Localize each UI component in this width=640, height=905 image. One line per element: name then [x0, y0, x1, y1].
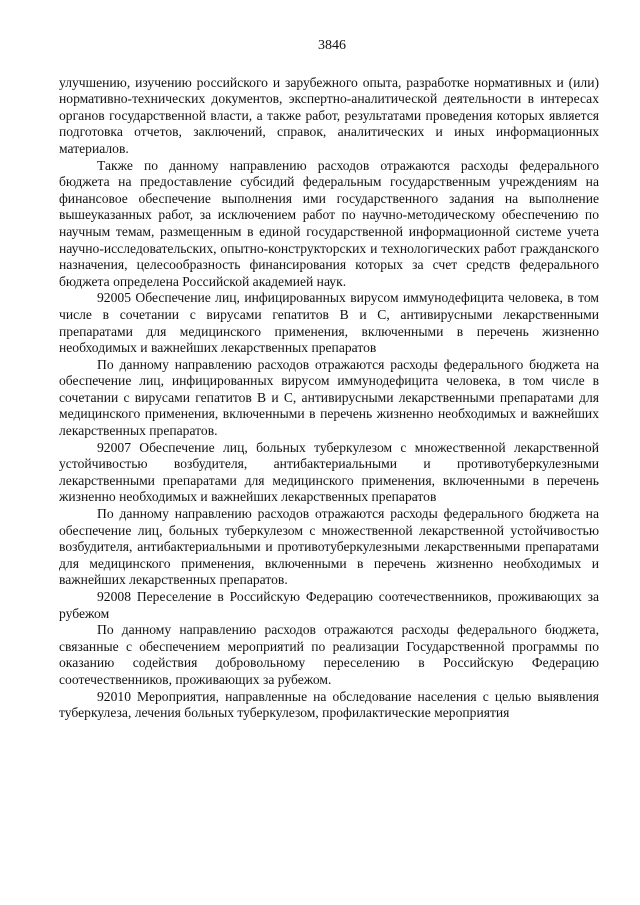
section-heading-92007: 92007 Обеспечение лиц, больных туберкулезом с множественной лекарственной устойчивостью возбудителя, антибактериальными и противотуберкулезными лекарственными препаратами для медицинского применения, включенными в перечень жизненно необходимых и важнейших лекарственных препаратов: [59, 439, 599, 505]
section-heading-92005: 92005 Обеспечение лиц, инфицированных вирусом иммунодефицита человека, в том числе в сочетании с вирусами гепатитов B и C, антивирусными лекарственными препаратами для медицинского применения, включенными в перечень жизненно необходимых и важнейших лекарственных препаратов: [59, 290, 599, 356]
paragraph: По данному направлению расходов отражаются расходы федерального бюджета, связанные с обеспечением мероприятий по реализации Государственной программы по оказанию содействия добровольному переселению в Российскую Федерацию соотечественников, проживающих за рубежом.: [59, 622, 599, 687]
paragraph: Также по данному направлению расходов отражаются расходы федерального бюджета на предоставление субсидий федеральным государственным учреждениям на финансовое обеспечение выполнения ими государственного задания на выполнение вышеуказанных работ, за исключением работ по научно-методическому обеспечению по научным темам, размещенным в единой государственной информационной системе учета научно-исследовательских, опытно-конструкторских и технологических работ гражданского назначения, целесообразность финансирования которых за счет средств федерального бюджета определена Российской академией наук.: [59, 157, 599, 289]
paragraph: По данному направлению расходов отражаются расходы федерального бюджета на обеспечение лиц, инфицированных вирусом иммунодефицита человека, в том числе в сочетании с вирусами гепатитов B и C, антивирусными лекарственными препаратами для медицинского применения, включенными в перечень жизненно необходимых и важнейших лекарственных препаратов.: [59, 356, 599, 439]
section-heading-92008: 92008 Переселение в Российскую Федерацию соотечественников, проживающих за рубежом: [59, 589, 599, 621]
paragraph: улучшению, изучению российского и зарубежного опыта, разработке нормативных и (или) нормативно-технических документов, экспертно-аналитической деятельности в интересах органов государственной власти, а также работ, результатами проведения которых является подготовка отчетов, заключений, справок, аналитических и иных информационных материалов.: [59, 74, 599, 156]
document-body: [59, 75, 599, 722]
page-number: 3846: [318, 38, 346, 53]
paragraph: По данному направлению расходов отражаются расходы федерального бюджета на обеспечение лиц, больных туберкулезом с множественной лекарственной устойчивостью возбудителя, антибактериальными и противотуберкулезными лекарственными препаратами для медицинского применения, включенными в перечень жизненно необходимых и важнейших лекарственных препаратов.: [59, 506, 599, 588]
section-heading-92010: 92010 Мероприятия, направленные на обследование населения с целью выявления туберкулеза, лечения больных туберкулезом, профилактические мероприятия: [59, 688, 599, 721]
